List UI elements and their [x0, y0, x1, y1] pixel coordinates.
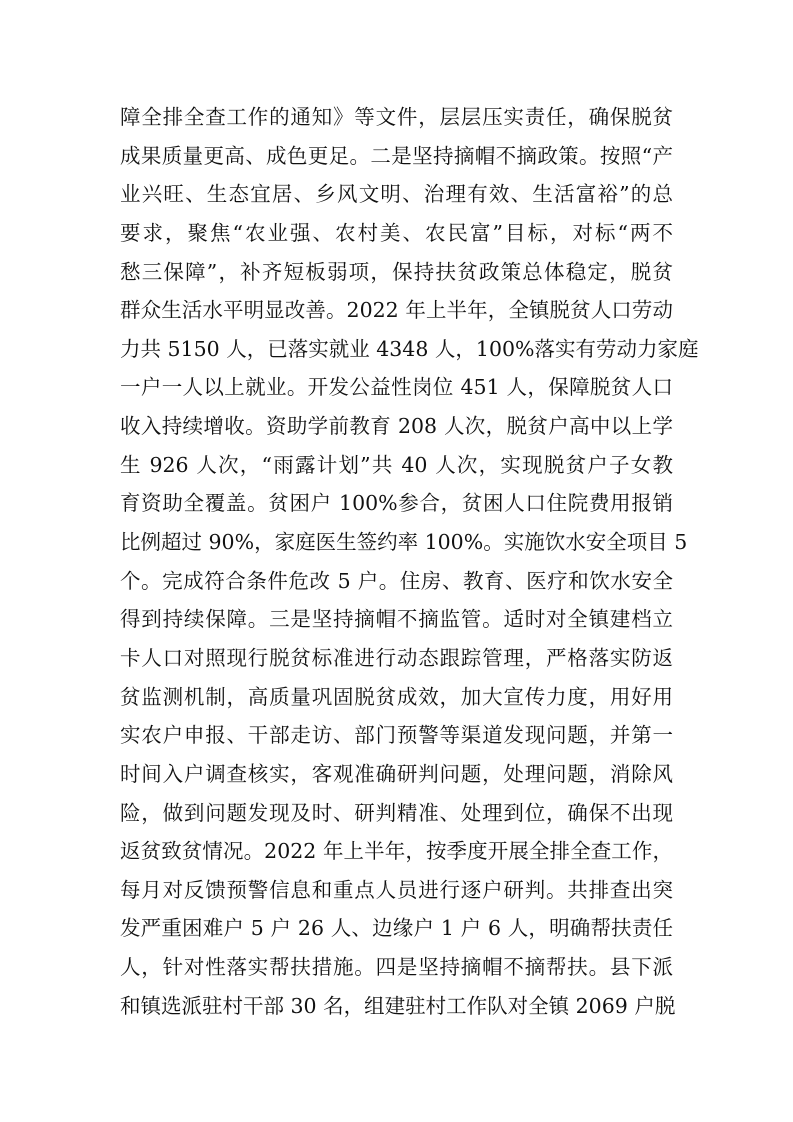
- text-line: 实农户申报、干部走访、部门预警等渠道发现问题，并第一: [120, 723, 673, 748]
- text-line: 育资助全覆盖。贫困户 100%参合，贫困人口住院费用报销: [120, 491, 673, 516]
- text-line: 和镇选派驻村干部 30 名，组建驻村工作队对全镇 2069 户脱: [120, 993, 676, 1018]
- text-line: 一户一人以上就业。开发公益性岗位 451 人，保障脱贫人口: [120, 375, 673, 400]
- text-line: 险，做到问题发现及时、研判精准、处理到位，确保不出现: [120, 800, 673, 825]
- text-line: 得到持续保障。三是坚持摘帽不摘监管。适时对全镇建档立: [120, 607, 673, 632]
- text-line: 返贫致贫情况。2022 年上半年，按季度开展全排全查工作，: [120, 839, 673, 864]
- text-line: 收入持续增收。资助学前教育 208 人次，脱贫户高中以上学: [120, 414, 673, 439]
- text-line: 每月对反馈预警信息和重点人员进行逐户研判。共排查出突: [120, 877, 673, 902]
- text-line: 卡人口对照现行脱贫标准进行动态跟踪管理，严格落实防返: [120, 645, 673, 670]
- text-line: 发严重困难户 5 户 26 人、边缘户 1 户 6 人，明确帮扶责任: [120, 916, 673, 941]
- document-body: [120, 98, 699, 1025]
- text-line: 生 926 人次，“雨露计划”共 40 人次，实现脱贫户子女教: [120, 452, 673, 477]
- text-line: 时间入户调查核实，客观准确研判问题，处理问题，消除风: [120, 761, 673, 786]
- text-line: 愁三保障”，补齐短板弱项，保持扶贫政策总体稳定，脱贫: [120, 259, 673, 284]
- text-line: 个。完成符合条件危改 5 户。住房、教育、医疗和饮水安全: [120, 568, 673, 593]
- text-line: 人，针对性落实帮扶措施。四是坚持摘帽不摘帮扶。县下派: [120, 955, 673, 980]
- text-line: 力共 5150 人，已落实就业 4348 人，100%落实有劳动力家庭: [120, 336, 699, 361]
- text-line: 群众生活水平明显改善。2022 年上半年，全镇脱贫人口劳动: [120, 298, 673, 323]
- text-line: 贫监测机制，高质量巩固脱贫成效，加大宣传力度，用好用: [120, 684, 673, 709]
- text-line: 成果质量更高、成色更足。二是坚持摘帽不摘政策。按照“产: [120, 143, 673, 168]
- text-line: 比例超过 90%，家庭医生签约率 100%。实施饮水安全项目 5: [120, 530, 688, 555]
- text-line: 要求，聚焦“农业强、农村美、农民富”目标，对标“两不: [120, 220, 673, 245]
- text-line: 业兴旺、生态宜居、乡风文明、治理有效、生活富裕”的总: [120, 182, 673, 207]
- text-line: 障全排全查工作的通知》等文件，层层压实责任，确保脱贫: [120, 105, 673, 129]
